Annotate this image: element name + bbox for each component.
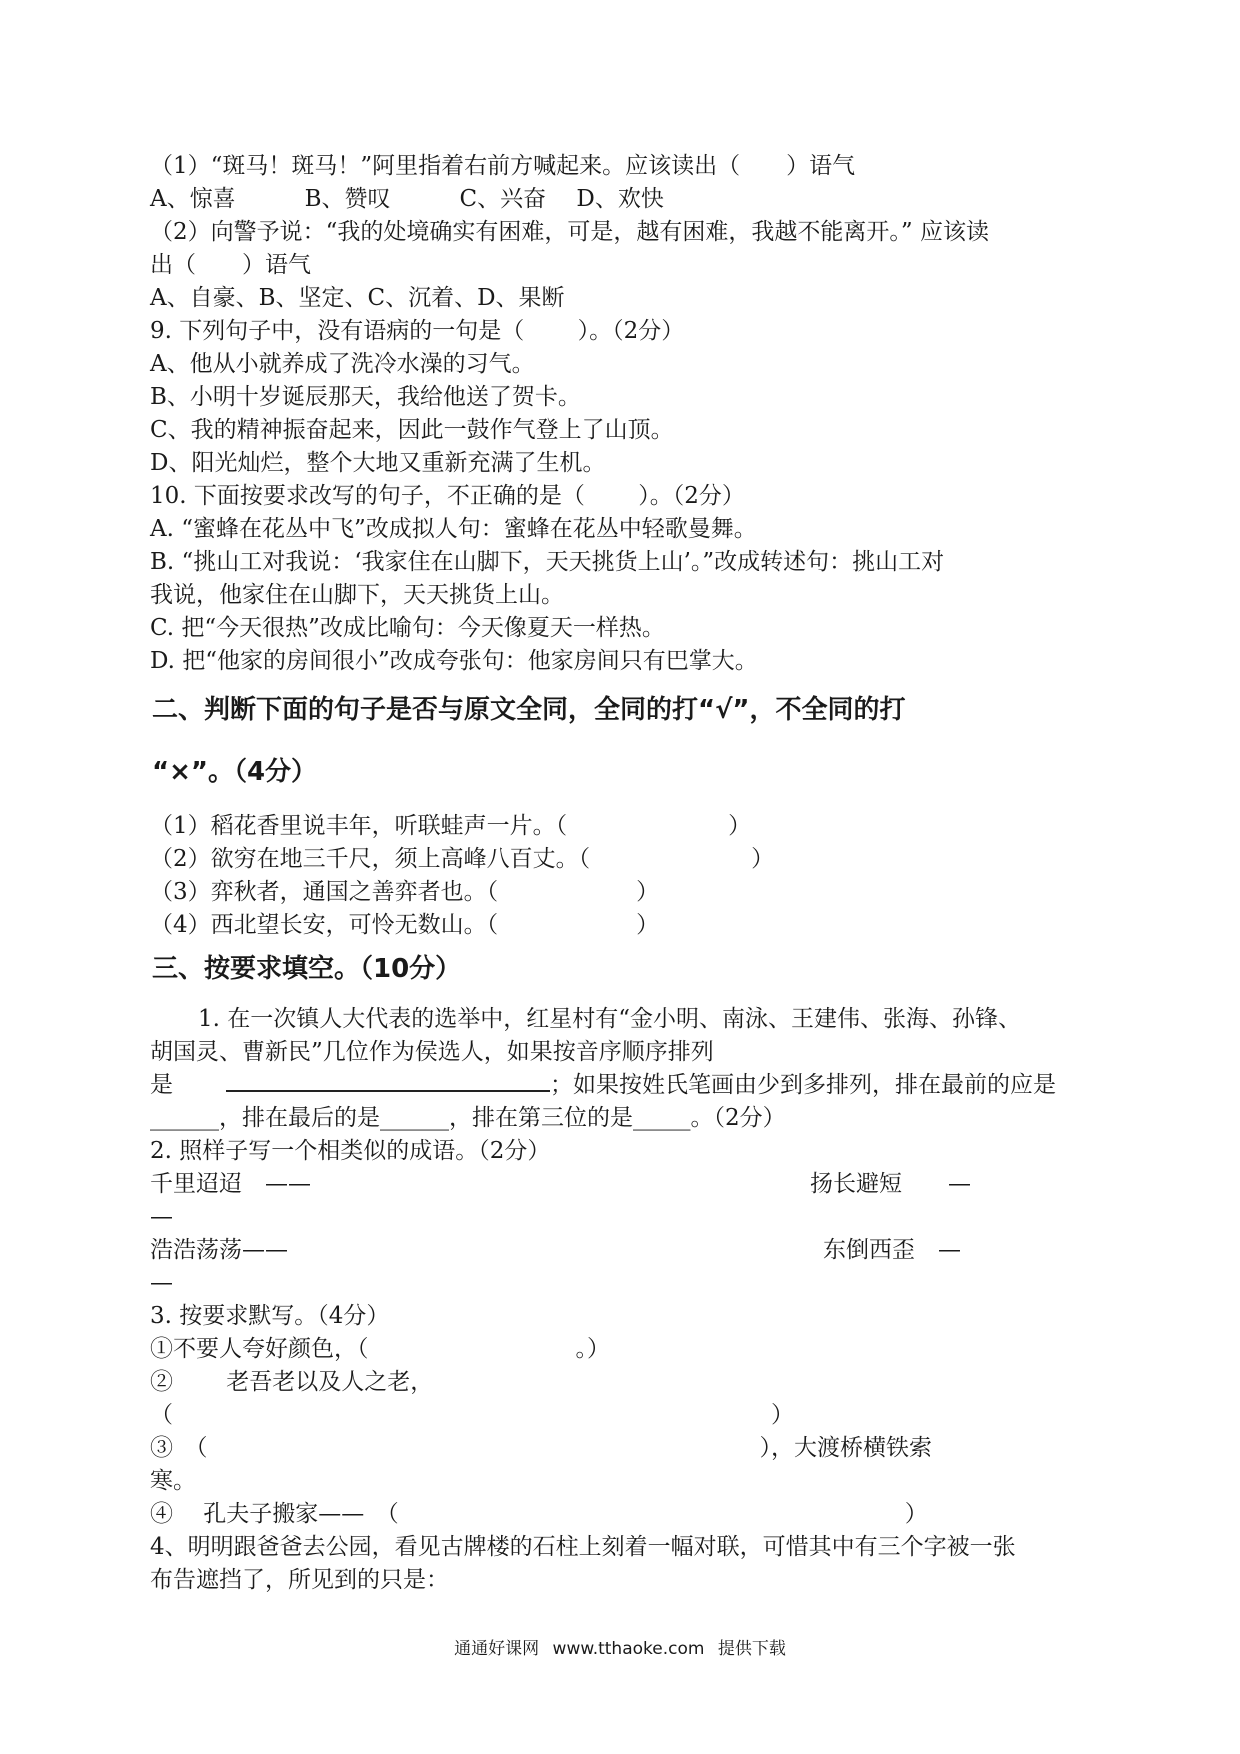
section-2-item: （1）稻花香里说丰年，听联蛙声一片。（ ） bbox=[150, 813, 752, 839]
answer-underline bbox=[226, 1090, 550, 1092]
question-3-3: 3. 按要求默写。（4分） bbox=[150, 1303, 390, 1329]
section-2-item: （3）弈秋者，通国之善弈者也。（ ） bbox=[150, 879, 660, 905]
section-2-heading-line1: 二、判断下面的句子是否与原文全同，全同的打“√”，不全同的打 bbox=[152, 695, 906, 725]
footer-url[interactable]: www.tthaoke.com bbox=[552, 1639, 705, 1659]
question-10-option-b-line1: B. “挑山工对我说：‘我家住在山脚下，天天挑货上山’。”改成转述句：挑山工对 bbox=[150, 549, 945, 575]
question-8-1: （1）“斑马！斑马！”阿里指着右前方喊起来。应该读出（ ）语气 bbox=[150, 153, 856, 179]
question-3-1-line3-left: 是 bbox=[150, 1072, 173, 1098]
question-10-option-c: C. 把“今天很热”改成比喻句：今天像夏天一样热。 bbox=[150, 615, 665, 641]
idiom-example-4: 东倒西歪 — bbox=[823, 1237, 961, 1263]
question-3-1-line2: 胡国灵、曹新民”几位作为侯选人，如果按音序顺序排列 bbox=[150, 1039, 714, 1065]
recite-item-3: ③ （ ），大渡桥横铁索 bbox=[150, 1435, 932, 1461]
question-3-1-line1: 1. 在一次镇人大代表的选举中，红星村有“金小明、南泳、王建伟、张海、孙锋、 bbox=[198, 1006, 1022, 1032]
section-2-item: （4）西北望长安，可怜无数山。（ ） bbox=[150, 912, 660, 938]
idiom-example-1: 千里迢迢 —— bbox=[150, 1171, 311, 1197]
question-9-option-a: A、他从小就养成了洗冷水澡的习气。 bbox=[150, 351, 535, 377]
question-8-2-line1: （2）向警予说：“我的处境确实有困难，可是，越有困难，我越不能离开。” 应该读 bbox=[150, 219, 989, 245]
section-2-heading-line2: “×”。（4分） bbox=[152, 757, 318, 787]
idiom-dash: — bbox=[150, 1270, 173, 1296]
section-3-heading: 三、按要求填空。（10分） bbox=[152, 954, 462, 984]
question-3-1-line3-right: ；如果按姓氏笔画由少到多排列，排在最前的应是 bbox=[550, 1072, 1056, 1098]
question-8-1-options: A、惊喜 B、赞叹 C、兴奋 D、欢快 bbox=[150, 186, 664, 212]
idiom-example-2: 扬长避短 — bbox=[810, 1171, 971, 1197]
question-10-option-b-line2: 我说，他家住在山脚下，天天挑货上山。 bbox=[150, 582, 564, 608]
question-10-option-d: D. 把“他家的房间很小”改成夸张句：他家房间只有巴掌大。 bbox=[150, 648, 758, 674]
idiom-dash: — bbox=[150, 1204, 173, 1230]
question-9-option-d: D、阳光灿烂，整个大地又重新充满了生机。 bbox=[150, 450, 606, 476]
idiom-example-3: 浩浩荡荡—— bbox=[150, 1237, 288, 1263]
question-3-2: 2. 照样子写一个相类似的成语。（2分） bbox=[150, 1138, 551, 1164]
question-3-4-line1: 4、明明跟爸爸去公园，看见古牌楼的石柱上刻着一幅对联，可惜其中有三个字被一张 bbox=[150, 1534, 1016, 1560]
question-8-2-options: A、自豪、B、坚定、C、沉着、D、果断 bbox=[150, 285, 565, 311]
recite-item-2-blank: （ ） bbox=[150, 1402, 794, 1428]
footer-note: 提供下载 bbox=[717, 1639, 786, 1659]
question-10: 10. 下面按要求改写的句子，不正确的是（ ）。（2分） bbox=[150, 483, 745, 509]
question-10-option-a: A. “蜜蜂在花丛中飞”改成拟人句：蜜蜂在花丛中轻歌曼舞。 bbox=[150, 516, 757, 542]
question-9: 9. 下列句子中，没有语病的一句是（ ）。（2分） bbox=[150, 318, 685, 344]
recite-item-4: ④ 孔夫子搬家—— （ ） bbox=[150, 1501, 928, 1527]
recite-item-1: ①不要人夸好颜色，（ 。） bbox=[150, 1336, 610, 1362]
question-8-2-line2: 出（ ）语气 bbox=[150, 252, 311, 278]
question-3-4-line2: 布告遮挡了，所见到的只是： bbox=[150, 1567, 449, 1593]
section-2-item: （2）欲穷在地三千尺，须上高峰八百丈。（ ） bbox=[150, 846, 775, 872]
page-footer bbox=[0, 1634, 1240, 1659]
footer-site-name: 通通好课网 bbox=[454, 1639, 540, 1659]
question-9-option-c: C、我的精神振奋起来，因此一鼓作气登上了山顶。 bbox=[150, 417, 674, 443]
question-9-option-b: B、小明十岁诞辰那天，我给他送了贺卡。 bbox=[150, 384, 581, 410]
recite-item-3-tail: 寒。 bbox=[150, 1468, 196, 1494]
recite-item-2: ② 老吾老以及人之老， bbox=[150, 1369, 434, 1395]
question-3-1-line4: ______，排在最后的是______，排在第三位的是_____。（2分） bbox=[150, 1105, 786, 1131]
